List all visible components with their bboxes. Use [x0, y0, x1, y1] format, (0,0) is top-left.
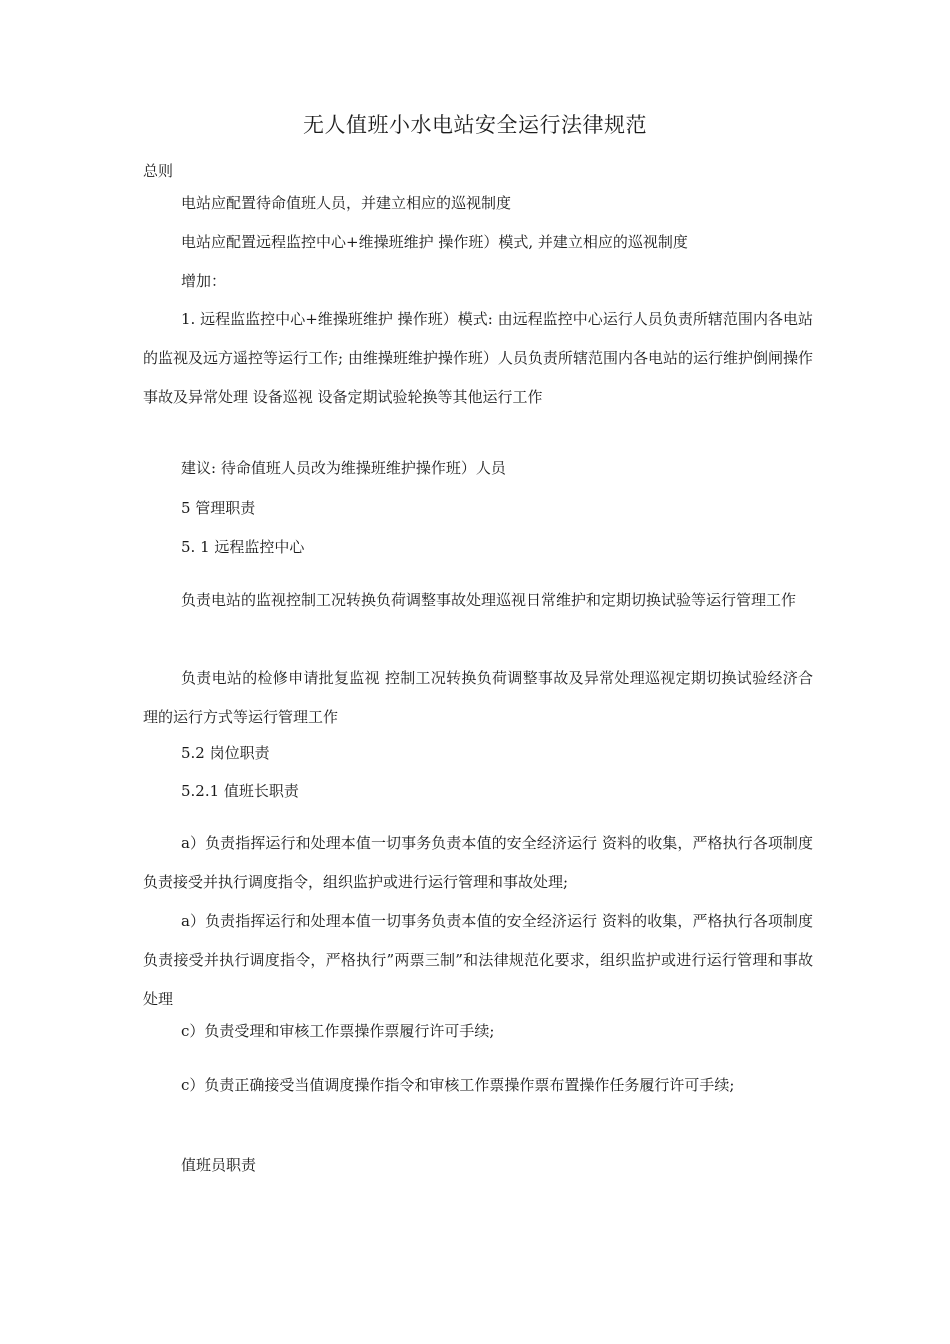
paragraph-line: 建议: 待命值班人员改为维操班维护操作班）人员 [181, 459, 506, 477]
section-general: 总则 [143, 162, 174, 180]
paragraph: c）负责正确接受当值调度操作指令和审核工作票操作票布置操作任务履行许可手续; [181, 1076, 735, 1094]
paragraph: a）负责指挥运行和处理本值一切事务负责本值的安全经济运行 资料的收集，严格执行各项制度负责接受并执行调度指令，严格执行”两票三制”和法律规范化要求，组织监护或进行运行管理和事故处理 [143, 912, 813, 1008]
section-heading: 5.2.1 值班长职责 [181, 782, 299, 800]
paragraph: 负责电站的检修申请批复监视 控制工况转换负荷调整事故及异常处理巡视定期切换试验经济合理的运行方式等运行管理工作 [143, 669, 813, 726]
paragraph-line: 增加： [181, 272, 227, 290]
paragraph-line: 电站应配置远程监控中心+维操班维护 操作班）模式, 并建立相应的巡视制度 [181, 233, 688, 251]
paragraph-item-1: 1. 远程监监控中心+维操班维护 操作班）模式: 由远程监控中心运行人员负责所辖范围内各电站的监视及远方遥控等运行工作; 由维操班维护操作班）人员负责所辖范围内各电站的运行维护倒闸操作 事故及异常处理 设备巡视 设备定期试验轮换等其他运行工作 [143, 310, 813, 406]
paragraph-line: 电站应配置待命值班人员，并建立相应的巡视制度 [181, 194, 512, 212]
section-heading: 5 管理职责 [181, 499, 256, 517]
document-title: 无人值班小水电站安全运行法律规范 [303, 113, 647, 137]
paragraph: a）负责指挥运行和处理本值一切事务负责本值的安全经济运行 资料的收集，严格执行各项制度负责接受并执行调度指令，组织监护或进行运行管理和事故处理; [143, 834, 813, 891]
paragraph-line: c）负责受理和审核工作票操作票履行许可手续; [181, 1022, 495, 1040]
section-heading: 5.2 岗位职责 [181, 744, 270, 762]
section-heading: 5. 1 远程监控中心 [181, 538, 305, 556]
section-heading: 值班员职责 [181, 1156, 257, 1174]
paragraph: 负责电站的监视控制工况转换负荷调整事故处理巡视日常维护和定期切换试验等运行管理工作 [181, 591, 797, 609]
